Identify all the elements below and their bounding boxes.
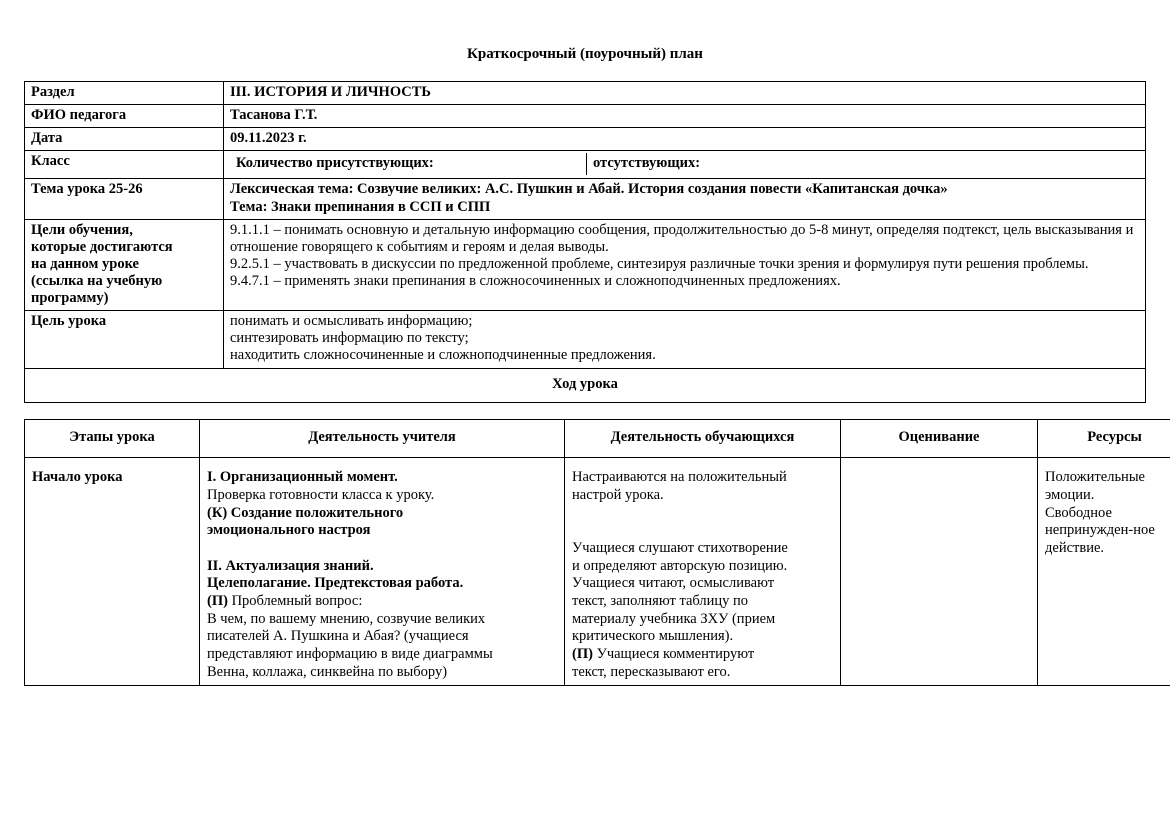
lesson-topic-line-2: Тема: Знаки препинания в ССП и СПП — [230, 198, 491, 215]
cell-teacher-activity — [200, 458, 565, 686]
lesson-topic-line-1: Лексическая тема: Созвучие великих: А.С. Пушкин и Абай. История создания повести «Капитанская дочка» — [230, 181, 948, 198]
table-row — [25, 128, 1146, 151]
resource-line: действие. — [1045, 539, 1105, 556]
student-line-blank — [572, 505, 833, 523]
objective-item: 9.2.5.1 – участвовать в дискуссии по предложенной проблеме, синтезируя различные точки зрения и формулируя пути решения проблемы. — [230, 255, 1089, 272]
row-value-teacher: Тасанова Г.Т. — [224, 105, 1146, 128]
student-line-lead: (П) — [572, 646, 593, 663]
student-line: и определяют авторскую позицию. — [572, 557, 788, 574]
teacher-line-blank — [207, 540, 557, 558]
course-of-lesson-title: Ход урока — [24, 369, 1146, 403]
teacher-line: Венна, коллажа, синквейна по выбору) — [207, 663, 448, 680]
cell-student-activity — [565, 458, 841, 686]
column-header-stages: Этапы урока — [25, 419, 200, 458]
lesson-goal-item: находитить сложносочиненные и сложноподчиненные предложения. — [230, 347, 656, 364]
objectives-label-line: которые достигаются — [31, 238, 173, 255]
table-row — [25, 105, 1146, 128]
objective-item: 9.1.1.1 – понимать основную и детальную информацию сообщения, продолжительностью до 5-8 минут, определяя подтекст, цель высказывания и отношение говорящего к событиям и героям и делая выводы. — [230, 221, 1134, 255]
row-label-class: Класс — [25, 151, 224, 179]
row-value-learning-objectives — [224, 219, 1146, 311]
student-line: материалу учебника ЗХУ (прием — [572, 610, 776, 627]
teacher-line: (К) Создание положительного — [207, 504, 404, 521]
table-row — [25, 219, 1146, 311]
row-label-learning-objectives — [25, 219, 224, 311]
table-row — [25, 151, 1146, 179]
stage-label: Начало урока — [32, 469, 123, 486]
table-row — [25, 179, 1146, 219]
objectives-label-line: (ссылка на учебную — [31, 272, 163, 289]
page-title: Краткосрочный (поурочный) план — [467, 46, 703, 62]
objectives-label-line: Цели обучения, — [31, 221, 133, 238]
teacher-line: В чем, по вашему мнению, созвучие великих — [207, 610, 486, 627]
student-line: критического мышления). — [572, 628, 734, 645]
teacher-line: писателей А. Пушкина и Абая? (учащиеся — [207, 628, 469, 645]
attendance-present: Количество присутствующих: — [236, 155, 434, 172]
row-label-date: Дата — [25, 128, 224, 151]
student-line: Учащиеся слушают стихотворение — [572, 539, 788, 556]
lesson-goal-item: понимать и осмысливать информацию; — [230, 313, 473, 330]
column-header-student-activity: Деятельность обучающихся — [565, 419, 841, 458]
student-line: настрой урока. — [572, 486, 664, 503]
resource-line: Свободное — [1045, 504, 1112, 521]
row-value-section: III. ИСТОРИЯ И ЛИЧНОСТЬ — [224, 82, 1146, 105]
row-label-lesson-goal: Цель урока — [25, 311, 224, 368]
student-line-blank — [572, 522, 833, 540]
row-value-attendance — [224, 151, 1146, 179]
teacher-line-lead: (П) — [207, 593, 228, 610]
objective-item: 9.4.7.1 – применять знаки препинания в сложносочиненных и сложноподчиненных предложениях. — [230, 272, 841, 289]
student-line: текст, пересказывают его. — [572, 663, 731, 680]
student-line: (П) Учащиеся комментируют — [572, 646, 755, 663]
header-table — [24, 81, 1146, 369]
table-gap — [24, 403, 1146, 419]
column-header-assessment: Оценивание — [841, 419, 1038, 458]
cell-stage — [25, 458, 200, 686]
teacher-line: I. Организационный момент. — [207, 469, 398, 486]
table-row — [25, 82, 1146, 105]
student-line: Учащиеся читают, осмысливают — [572, 575, 775, 592]
cell-assessment — [841, 458, 1038, 686]
teacher-line: представляют информацию в виде диаграммы — [207, 646, 493, 663]
teacher-line: Проверка готовности класса к уроку. — [207, 486, 435, 503]
teacher-line: эмоционального настроя — [207, 522, 371, 539]
course-table — [24, 419, 1170, 687]
table-row — [25, 458, 1170, 686]
student-line: текст, заполняют таблицу по — [572, 593, 749, 610]
lesson-goal-item: синтезировать информацию по тексту; — [230, 330, 469, 347]
row-value-lesson-goal — [224, 311, 1146, 368]
resource-line: Положительные — [1045, 469, 1145, 486]
objectives-label-line: на данном уроке — [31, 255, 139, 272]
row-label-teacher: ФИО педагога — [25, 105, 224, 128]
column-header-resources: Ресурсы — [1038, 419, 1170, 458]
resource-line: непринужден-ное — [1045, 522, 1155, 539]
table-header-row — [25, 419, 1170, 458]
attendance-absent: отсутствующих: — [586, 153, 706, 175]
teacher-line: II. Актуализация знаний. — [207, 557, 374, 574]
row-value-lesson-topic — [224, 179, 1146, 219]
objectives-label-line: программу) — [31, 290, 109, 307]
teacher-line: Целеполагание. Предтекстовая работа. — [207, 575, 464, 592]
resource-line: эмоции. — [1045, 486, 1095, 503]
column-header-teacher-activity: Деятельность учителя — [200, 419, 565, 458]
row-value-date: 09.11.2023 г. — [224, 128, 1146, 151]
teacher-line: (П) Проблемный вопрос: — [207, 593, 363, 610]
cell-resources — [1038, 458, 1170, 686]
row-label-section: Раздел — [25, 82, 224, 105]
table-row — [25, 311, 1146, 368]
row-label-lesson-topic: Тема урока 25-26 — [25, 179, 224, 219]
student-line: Настраиваются на положительный — [572, 469, 787, 486]
